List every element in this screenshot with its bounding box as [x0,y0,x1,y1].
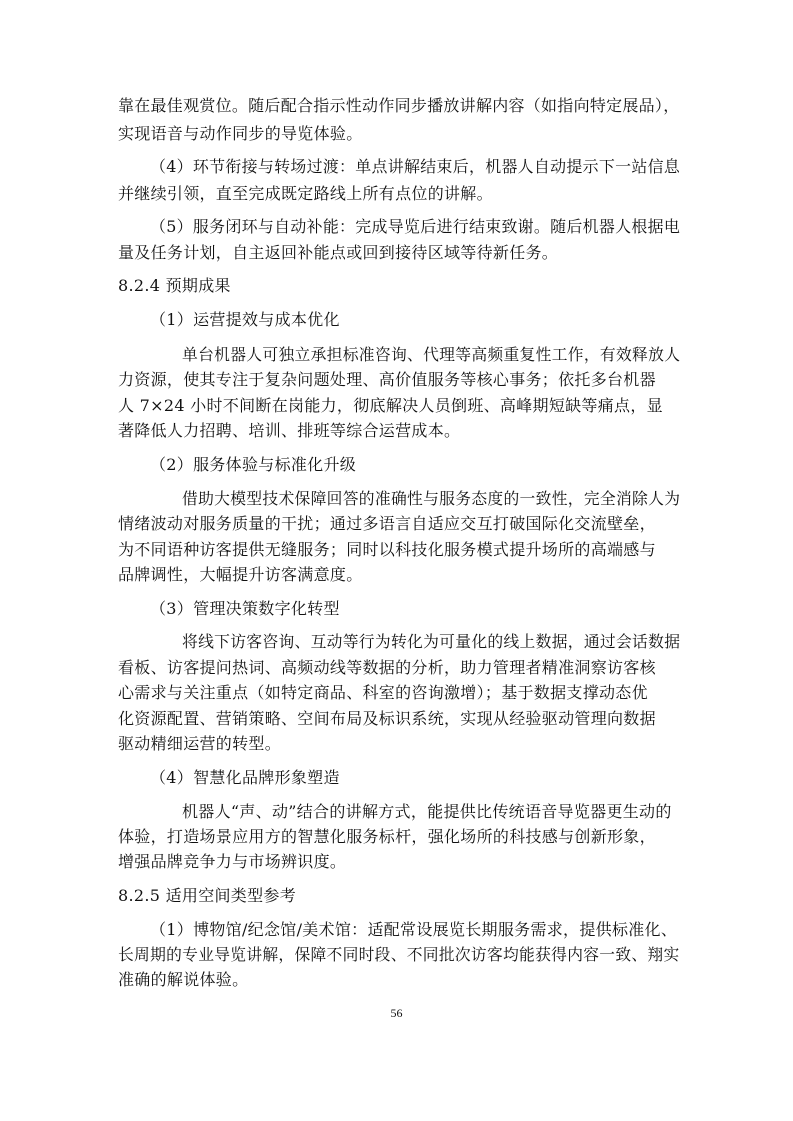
paragraph-line: 品牌调性，大幅提升访客满意度。 [118,565,363,584]
paragraph-line: （1）博物馆/纪念馆/美术馆：适配常设展览长期服务需求，提供标准化、 [150,920,678,939]
paragraph-line: 化资源配置、营销策略、空间布局及标识系统，实现从经验驱动管理向数据 [118,709,656,728]
paragraph-line: 并继续引领，直至完成既定路线上所有点位的讲解。 [118,184,493,203]
paragraph-line: 量及任务计划，自主返回补能点或回到接待区域等待新任务。 [118,243,559,262]
subsection-heading: （1）运营提效与成本优化 [150,310,340,329]
paragraph-line: 将线下访客咨询、互动等行为转化为可量化的线上数据，通过会话数据 [182,632,681,651]
paragraph-line: 著降低人力招聘、培训、排班等综合运营成本。 [118,421,461,440]
paragraph-line: 情绪波动对服务质量的干扰；通过多语言自适应交互打破国际化交流壁垒， [118,514,656,533]
subsection-heading: （3）管理决策数字化转型 [150,599,340,618]
page-number: 56 [390,1006,403,1020]
paragraph-line: 看板、访客提问热词、高频动线等数据的分析，助力管理者精准洞察访客核 [118,658,656,677]
subsection-heading: （2）服务体验与标准化升级 [150,455,357,474]
paragraph-line: 实现语音与动作同步的导览体验。 [118,124,363,143]
subsection-heading: （4）智慧化品牌形象塑造 [150,768,340,787]
paragraph-line: 长周期的专业导览讲解，保障不同时段、不同批次访客均能获得内容一致、翔实 [118,945,680,964]
paragraph-line: 人 7×24 小时不间断在岗能力，彻底解决人员倒班、高峰期短缺等痛点，显 [118,396,663,415]
paragraph-line: （5）服务闭环与自动补能：完成导览后进行结束致谢。随后机器人根据电 [150,217,681,236]
section-heading: 8.2.4 预期成果 [118,276,231,295]
section-heading: 8.2.5 适用空间类型参考 [118,886,296,905]
paragraph-line: 借助大模型技术保障回答的准确性与服务态度的一致性，完全消除人为 [182,489,681,508]
paragraph-line: 机器人“声、动”结合的讲解方式，能提供比传统语音导览器更生动的 [182,802,672,821]
paragraph-line: 单台机器人可独立承担标准咨询、代理等高频重复性工作，有效释放人 [182,345,681,364]
paragraph-line: 准确的解说体验。 [118,970,249,989]
paragraph-line: （4）环节衔接与转场过渡：单点讲解结束后，机器人自动提示下一站信息 [150,157,681,176]
paragraph-line: 驱动精细运营的转型。 [118,734,282,753]
paragraph-line: 心需求与关注重点（如特定商品、科室的咨询激增）；基于数据支撑动态优 [118,683,648,702]
paragraph-line: 力资源，使其专注于复杂问题处理、高价值服务等核心事务；依托多台机器 [118,370,656,389]
paragraph-line: 增强品牌竞争力与市场辨识度。 [118,852,347,871]
paragraph-line: 体验，打造场景应用方的智慧化服务标杆，强化场所的科技感与创新形象， [118,827,656,846]
paragraph-line: 靠在最佳观赏位。随后配合指示性动作同步播放讲解内容（如指向特定展品）， [118,96,680,115]
paragraph-line: 为不同语种访客提供无缝服务；同时以科技化服务模式提升场所的高端感与 [118,540,656,559]
